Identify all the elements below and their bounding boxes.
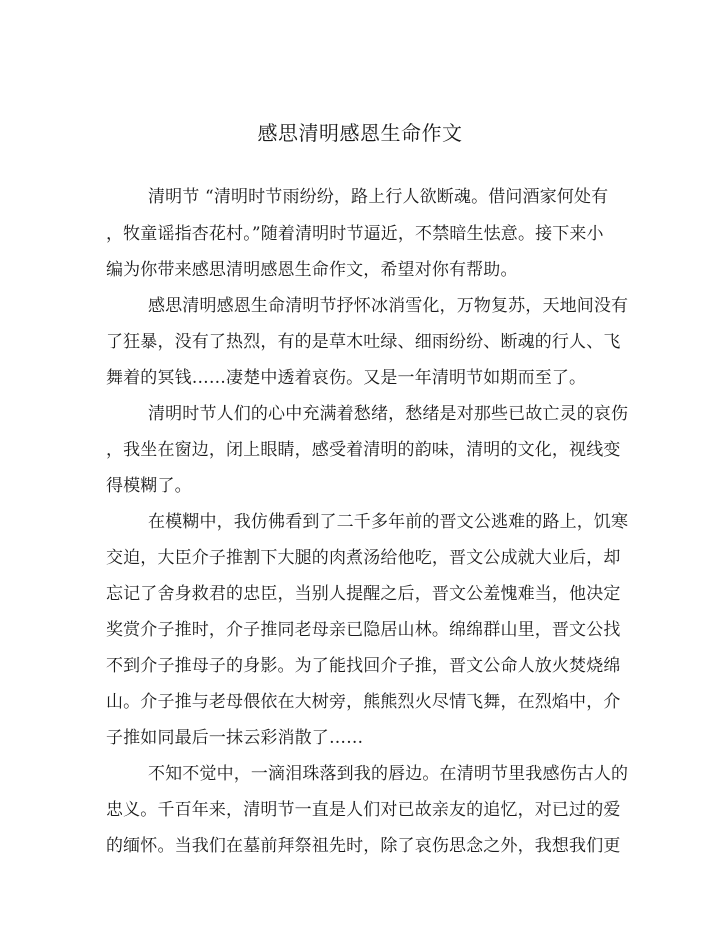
paragraph-line: 忘记了舍身救君的忠臣，当别人提醒之后，晋文公羞愧难当，他决定	[106, 584, 621, 604]
paragraph-line: 山。介子推与老母偎依在大树旁，熊熊烈火尽情飞舞，在烈焰中，介	[106, 692, 621, 712]
paragraph-line: 舞着的冥钱……凄楚中透着哀伤。又是一年清明节如期而至了。	[106, 368, 587, 388]
paragraph-line: 的缅怀。当我们在墓前拜祭祖先时，除了哀伤思念之外，我想我们更	[106, 836, 621, 856]
paragraph-line: 清明时节人们的心中充满着愁绪，愁绪是对那些已故亡灵的哀伤	[148, 404, 629, 424]
page-title: 感思清明感恩生命作文	[257, 121, 463, 145]
paragraph-line: 清明节 “清明时节雨纷纷，路上行人欲断魂。借问酒家何处有	[148, 187, 609, 207]
paragraph-line: 编为你带来感思清明感恩生命作文，希望对你有帮助。	[106, 260, 518, 280]
paragraph-line: 子推如同最后一抹云彩消散了……	[106, 728, 364, 748]
paragraph-line: 感思清明感恩生命清明节抒怀冰消雪化，万物复苏，天地间没有	[148, 296, 629, 316]
paragraph-line: 了狂暴，没有了热烈，有的是草木吐绿、细雨纷纷、断魂的行人、飞	[106, 332, 621, 352]
paragraph-line: ，我坐在窗边，闭上眼睛，感受着清明的韵味，清明的文化，视线变	[106, 440, 621, 460]
paragraph-line: 奖赏介子推时，介子推同老母亲已隐居山林。绵绵群山里，晋文公找	[106, 620, 621, 640]
paragraph-line: 交迫，大臣介子推割下大腿的肉煮汤给他吃，晋文公成就大业后，却	[106, 548, 621, 568]
paragraph-line: 在模糊中，我仿佛看到了二千多年前的晋文公逃难的路上，饥寒	[148, 512, 629, 532]
paragraph-line: ，牧童谣指杏花村。”随着清明时节逼近，不禁暗生怯意。接下来小	[106, 224, 604, 244]
paragraph-line: 得模糊了。	[106, 476, 192, 496]
paragraph-line: 不到介子推母子的身影。为了能找回介子推，晋文公命人放火焚烧绵	[106, 656, 621, 676]
paragraph-line: 不知不觉中，一滴泪珠落到我的唇边。在清明节里我感伤古人的	[148, 764, 629, 784]
paragraph-line: 忠义。千百年来，清明节一直是人们对已故亲友的追忆，对已过的爱	[106, 800, 621, 820]
